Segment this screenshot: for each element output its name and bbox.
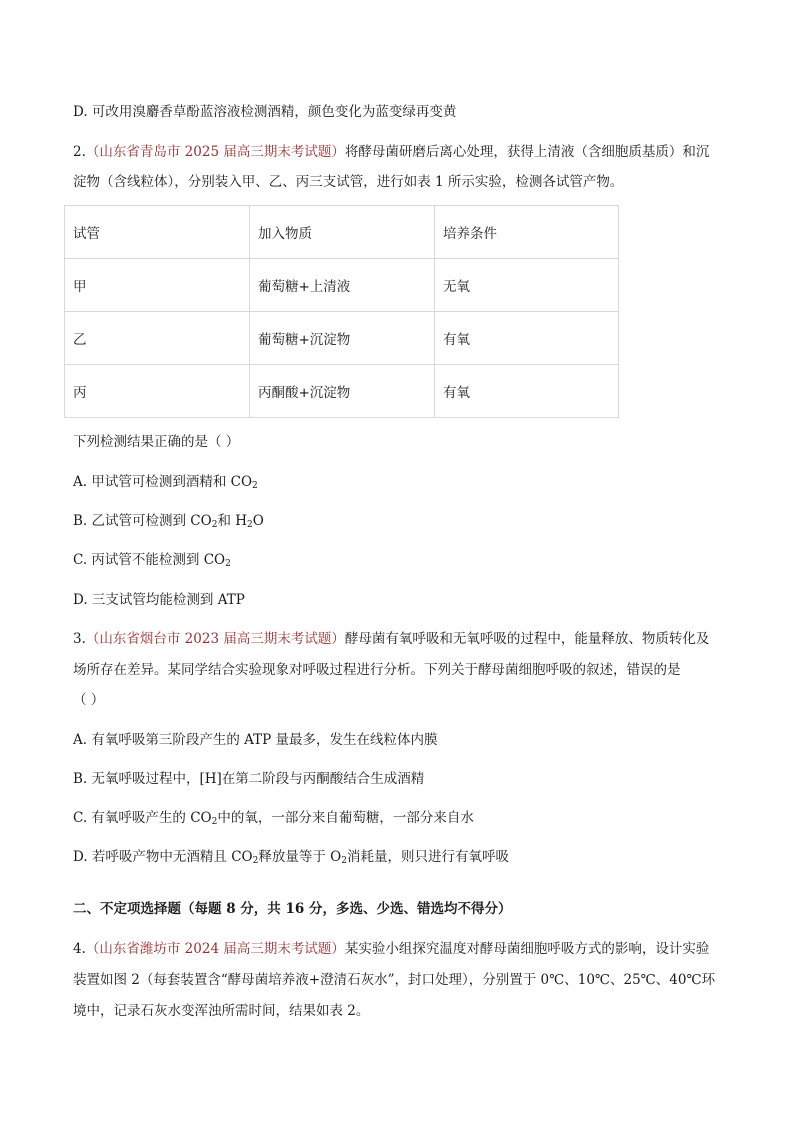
q1-option-d: D. 可改用溴麝香草酚蓝溶液检测酒精，颜色变化为蓝变绿再变黄 [73,104,457,120]
q3-option-d-text: 释放量等于 O [258,849,342,865]
q4-stem-line2: 装置如图 2（每套装置含“酵母菌培养液+澄清石灰水”，封口处理），分别置于 0℃、10℃、25℃、40℃环 [73,972,716,988]
table-cell: 葡萄糖+沉淀物 [250,312,435,365]
q2-option-c [73,551,231,569]
q3-option-c-text: C. 有氧呼吸产生的 CO [73,810,212,826]
q3-option-c-text: 中的氧，一部分来自葡萄糖，一部分来自水 [217,810,474,826]
subscript: 2 [252,856,259,866]
table-cell: 乙 [65,312,250,365]
table-header-row [65,206,619,259]
table-cell: 丙 [65,365,250,418]
q3-option-a: A. 有氧呼吸第三阶段产生的 ATP 量最多，发生在线粒体内膜 [73,732,438,748]
subscript: 2 [211,817,218,827]
subscript: 2 [341,856,347,866]
table-cell: 甲 [65,259,250,312]
q2-option-a-text: A. 甲试管可检测到酒精和 CO [73,474,253,490]
table-cell: 有氧 [435,312,619,365]
q3-stem-line3: （ ） [73,692,105,708]
table-cell: 有氧 [435,365,619,418]
q3-option-d-text: D. 若呼吸产物中无酒精且 CO [73,849,253,865]
table-cell: 丙酮酸+沉淀物 [250,365,435,418]
table-row [65,312,619,365]
q2-option-b-text: O [252,513,264,529]
q2-option-b [73,512,264,530]
q3-source: （山东省烟台市 2023 届高三期末考试题） [85,631,345,647]
q2-option-b-text: 和 H [217,513,248,529]
q4-number: 4. [73,941,86,957]
subscript: 2 [252,481,258,491]
table-row [65,365,619,418]
q4-source: （山东省潍坊市 2024 届高三期末考试题） [85,941,345,957]
q3-option-d-text: 消耗量，则只进行有氧呼吸 [346,849,509,865]
section-heading: 二、不定项选择题（每题 8 分，共 16 分，多选、少选、错选均不得分） [73,901,512,917]
q2-stem-line1 [73,143,709,161]
table-header-cell: 加入物质 [250,206,435,259]
table-row [65,259,619,312]
q2-option-a [73,473,258,491]
q4-stem-line3: 境中，记录石灰水变浑浊所需时间，结果如表 2。 [73,1003,370,1019]
q4-stem-text1: 某实验小组探究温度对酵母菌细胞呼吸方式的影响，设计实验 [344,941,710,957]
experiment-table [64,205,619,418]
q2-option-c-text: C. 丙试管不能检测到 CO [73,552,226,568]
table-header-cell: 培养条件 [435,206,619,259]
q3-stem-text1: 酵母菌有氧呼吸和无氧呼吸的过程中，能量释放、物质转化及 [344,631,710,647]
q3-option-b: B. 无氧呼吸过程中，[H]在第二阶段与丙酮酸结合生成酒精 [73,771,425,787]
q3-stem-line2: 场所存在差异。某同学结合实验现象对呼吸过程进行分析。下列关于酵母菌细胞呼吸的叙述，错误的是 [73,662,681,678]
q2-question: 下列检测结果正确的是（ ） [73,434,240,450]
subscript: 2 [211,520,218,530]
q2-source: （山东省青岛市 2025 届高三期末考试题） [85,144,345,160]
q2-number: 2. [73,144,86,160]
q4-stem-line1 [73,940,709,958]
table-cell: 葡萄糖+上清液 [250,259,435,312]
table-header-cell: 试管 [65,206,250,259]
q3-option-c [73,809,474,827]
q3-stem-line1 [73,630,709,648]
table-cell: 无氧 [435,259,619,312]
subscript: 2 [247,520,253,530]
q2-option-d: D. 三支试管均能检测到 ATP [73,592,245,608]
q2-stem-line2: 淀物（含线粒体），分别装入甲、乙、丙三支试管，进行如表 1 所示实验，检测各试管产物。 [73,174,624,190]
q3-option-d [73,848,509,866]
subscript: 2 [225,559,231,569]
q2-option-b-text: B. 乙试管可检测到 CO [73,513,212,529]
q2-stem-text1: 将酵母菌研磨后离心处理，获得上清液（含细胞质基质）和沉 [344,144,710,160]
q3-number: 3. [73,631,86,647]
